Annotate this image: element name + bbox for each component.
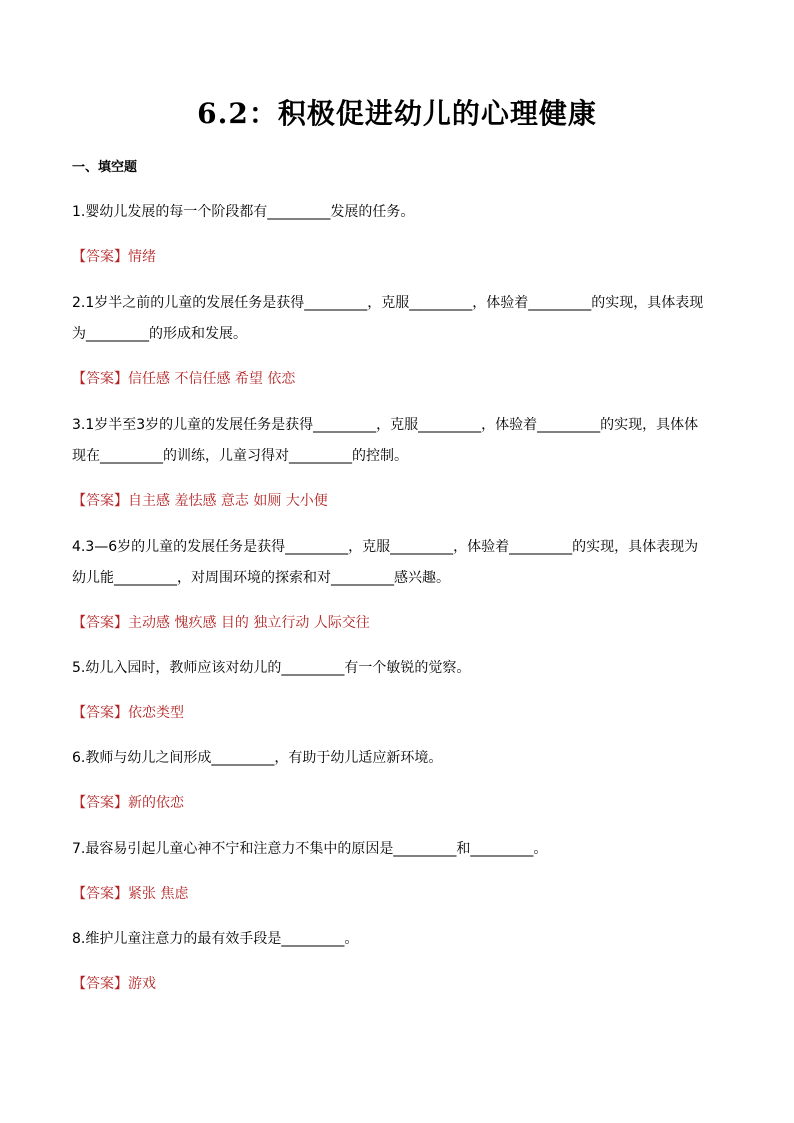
question-4-line-2: 幼儿能_________，对周围环境的探索和对_________感兴趣。 <box>72 570 450 586</box>
answer-3: 【答案】自主感 羞怯感 意志 如厕 大小便 <box>72 493 328 509</box>
question-2-line-1: 2.1岁半之前的儿童的发展任务是获得_________，克服_________，体验着_________的实现，具体表现 <box>72 295 704 311</box>
question-7: 7.最容易引起儿童心神不宁和注意力不集中的原因是_________和_________。 <box>72 841 548 857</box>
answer-8: 【答案】游戏 <box>72 976 156 992</box>
question-2-line-2: 为_________的形成和发展。 <box>72 326 247 342</box>
answer-6: 【答案】新的依恋 <box>72 795 184 811</box>
page-title: 6.2：积极促进幼儿的心理健康 <box>197 97 597 130</box>
question-1: 1.婴幼儿发展的每一个阶段都有_________发展的任务。 <box>72 204 415 220</box>
answer-4: 【答案】主动感 愧疚感 目的 独立行动 人际交往 <box>72 615 370 631</box>
question-8: 8.维护儿童注意力的最有效手段是_________。 <box>72 931 359 947</box>
question-3-line-2: 现在_________的训练，儿童习得对_________的控制。 <box>72 448 408 464</box>
question-3-line-1: 3.1岁半至3岁的儿童的发展任务是获得_________，克服_________，体验着_________的实现，具体体 <box>72 417 699 433</box>
section-heading: 一、填空题 <box>72 160 138 175</box>
question-5: 5.幼儿入园时，教师应该对幼儿的_________有一个敏锐的觉察。 <box>72 660 471 676</box>
answer-7: 【答案】紧张 焦虑 <box>72 886 189 902</box>
answer-5: 【答案】依恋类型 <box>72 705 184 721</box>
question-4-line-1: 4.3—6岁的儿童的发展任务是获得_________，克服_________，体验着_________的实现，具体表现为 <box>72 539 699 555</box>
answer-1: 【答案】情绪 <box>72 249 156 265</box>
answer-2: 【答案】信任感 不信任感 希望 依恋 <box>72 371 296 387</box>
question-6: 6.教师与幼儿之间形成_________，有助于幼儿适应新环境。 <box>72 750 443 766</box>
